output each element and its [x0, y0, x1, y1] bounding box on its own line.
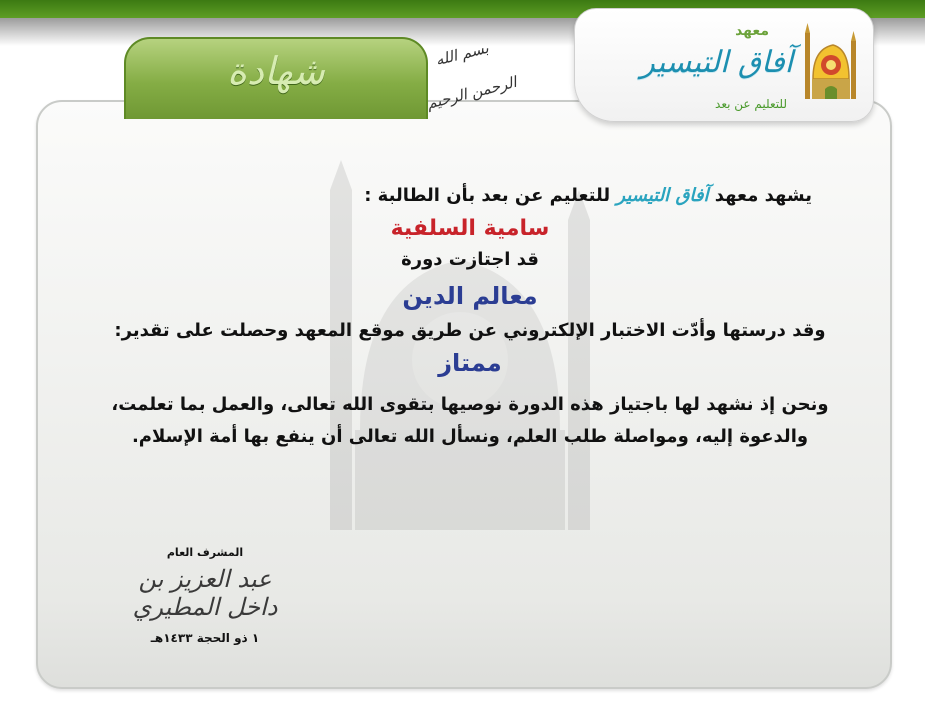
- certificate-body: [110, 184, 830, 453]
- intro-logo: آفاق التيسير: [616, 185, 709, 206]
- mosque-logo-icon: [799, 23, 863, 107]
- recommendation-line-1: ونحن إذ نشهد لها باجتياز هذه الدورة نوصيها بتقوى الله تعالى، والعمل بما تعلمت،: [111, 394, 829, 415]
- institute-tagline: للتعليم عن بعد: [715, 97, 787, 111]
- recommendation-text: [110, 389, 830, 453]
- intro-line: [110, 184, 830, 208]
- certificate-title-tab: [124, 37, 428, 119]
- intro-start: يشهد معهد: [714, 185, 812, 206]
- signatory-title: المشرف العام: [166, 546, 244, 559]
- intro-end: للتعليم عن بعد بأن الطالبة :: [364, 185, 611, 206]
- student-name: سامية السلفية: [390, 216, 550, 241]
- issue-date: ١ ذو الحجة ١٤٣٣هـ: [150, 631, 260, 645]
- certificate-title: شهادة: [227, 49, 325, 93]
- institute-name: آفاق التيسير: [640, 45, 793, 80]
- passed-course-line: قد اجتازت دورة: [401, 249, 539, 270]
- course-name: معالم الدين: [402, 282, 538, 310]
- exam-line: وقد درستها وأدّت الاختبار الإلكتروني عن طريق موقع المعهد وحصلت على تقدير:: [114, 320, 826, 341]
- signatory-signature: عبد العزيز بن داخل المطيري: [132, 565, 278, 621]
- institute-label: معهد: [735, 23, 769, 39]
- institute-logo-card: [574, 8, 874, 122]
- recommendation-line-2: والدعوة إليه، ومواصلة طلب العلم، ونسأل الله تعالى أن ينفع بها أمة الإسلام.: [131, 426, 809, 447]
- grade-value: ممتاز: [438, 349, 502, 377]
- signature-block: [110, 546, 300, 645]
- basmala-calligraphy: بسم الله الرحمن الرحيم: [424, 38, 519, 113]
